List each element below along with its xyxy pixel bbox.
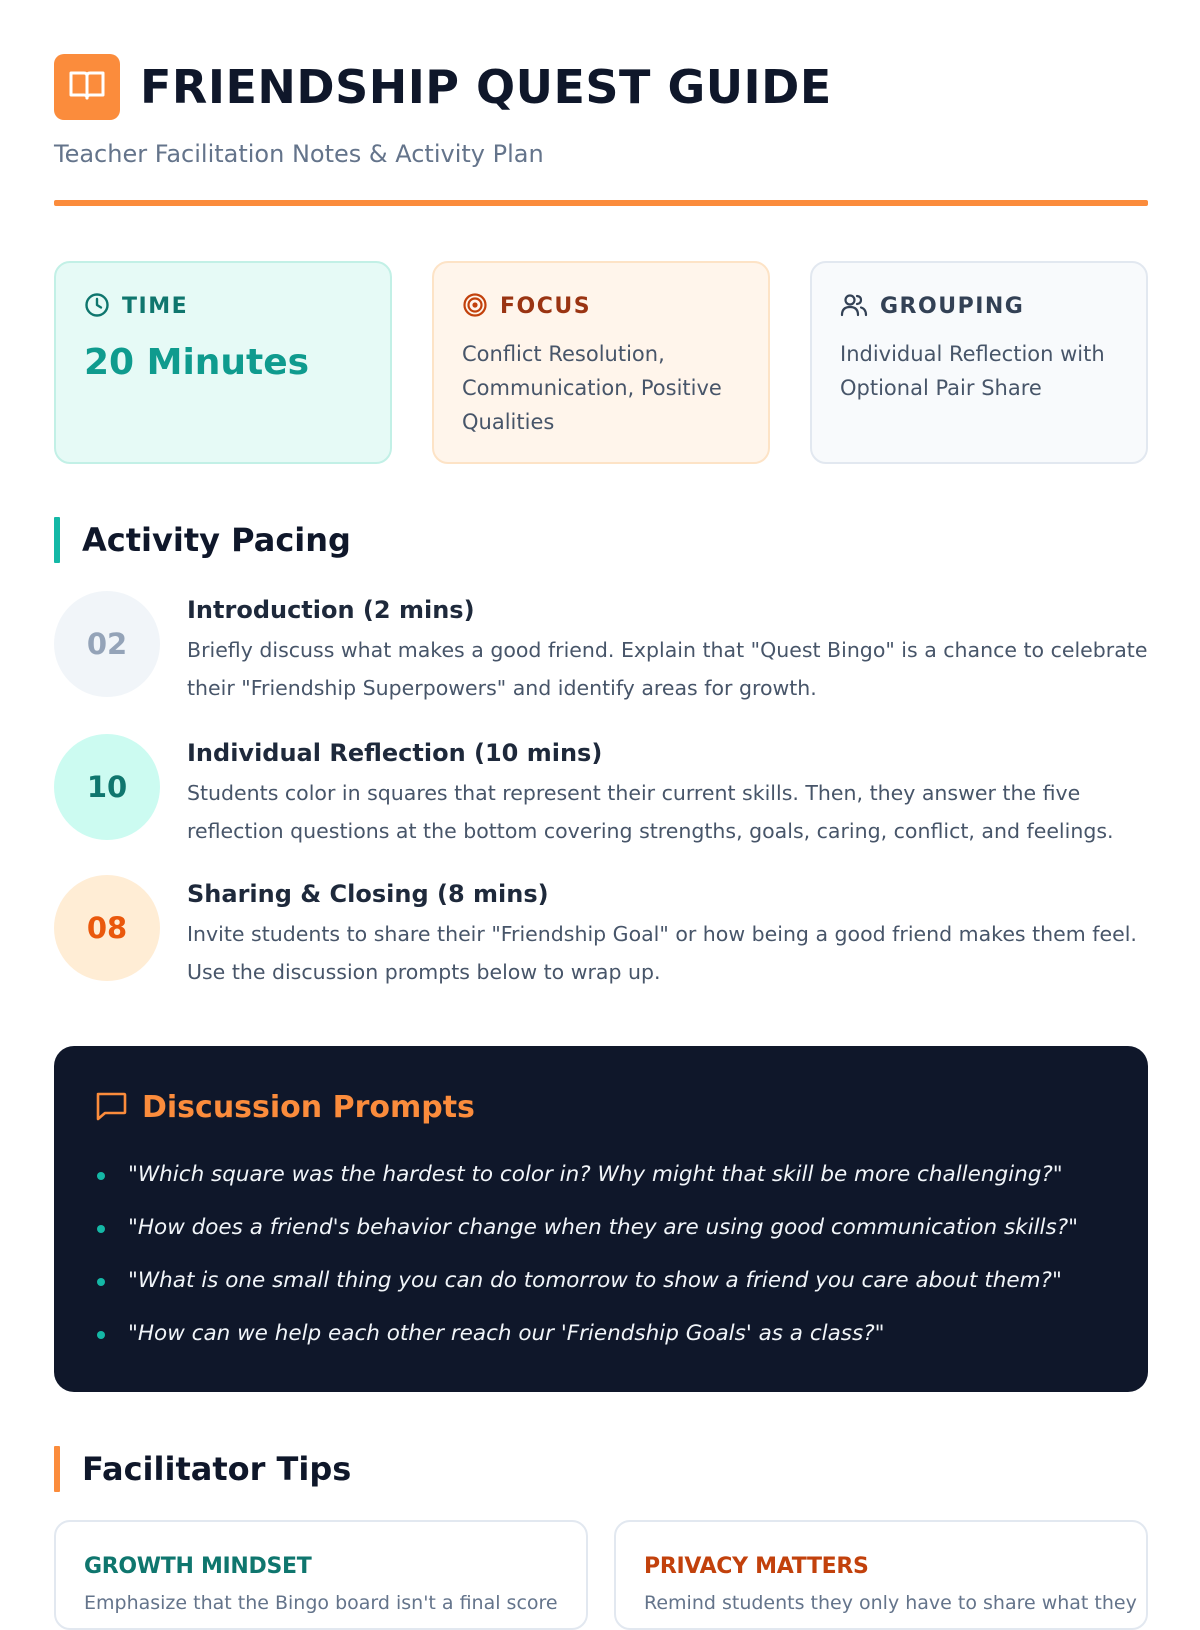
prompt-list bbox=[94, 1154, 1108, 1366]
tips-heading-bar bbox=[54, 1446, 60, 1492]
chat-bubble-icon bbox=[94, 1090, 142, 1126]
bullet-dot bbox=[97, 1172, 105, 1180]
tips-title: Facilitator Tips bbox=[82, 1450, 352, 1488]
list-item bbox=[94, 1313, 1108, 1366]
list-item bbox=[94, 1207, 1108, 1260]
prompt-text: "How does a friend's behavior change when they are using good communication skills?" bbox=[128, 1215, 1079, 1240]
tip-card-privacy-matters bbox=[614, 1520, 1148, 1630]
focus-label: FOCUS bbox=[500, 294, 592, 319]
pacing-item-title: Sharing & Closing (8 mins) bbox=[187, 880, 549, 908]
grouping-label: GROUPING bbox=[880, 294, 1025, 319]
pacing-heading bbox=[54, 517, 351, 563]
discussion-panel bbox=[54, 1046, 1148, 1392]
users-icon bbox=[840, 292, 880, 322]
pacing-badge: 02 bbox=[54, 591, 160, 697]
open-book-icon bbox=[68, 68, 106, 106]
tip-text: Emphasize that the Bingo board isn't a final score bbox=[84, 1592, 558, 1614]
tip-label: GROWTH MINDSET bbox=[84, 1554, 312, 1579]
time-label: TIME bbox=[122, 294, 189, 319]
prompt-text: "How can we help each other reach our 'Friendship Goals' as a class?" bbox=[128, 1321, 885, 1346]
pacing-item-description: Students color in squares that represent their current skills. Then, they answer the five reflection questions at the bottom covering strengths, goals, caring, conflict, and feelings. bbox=[187, 781, 1114, 843]
page-title: FRIENDSHIP QUEST GUIDE bbox=[140, 60, 832, 114]
pacing-item bbox=[54, 875, 1148, 995]
time-value: 20 Minutes bbox=[84, 342, 310, 383]
focus-card bbox=[432, 261, 770, 464]
prompt-text: "Which square was the hardest to color in? Why might that skill be more challenging?" bbox=[128, 1162, 1063, 1187]
pacing-item-description: Invite students to share their "Friendship Goal" or how being a good friend makes them feel. Use the discussion prompts below to wrap up. bbox=[187, 922, 1137, 984]
list-item bbox=[94, 1260, 1108, 1313]
tip-label: PRIVACY MATTERS bbox=[644, 1554, 869, 1579]
header bbox=[54, 54, 1148, 206]
tip-card-growth-mindset bbox=[54, 1520, 588, 1630]
pacing-item bbox=[54, 591, 1148, 711]
discussion-title: Discussion Prompts bbox=[142, 1090, 475, 1125]
target-icon bbox=[462, 292, 500, 322]
pacing-item-title: Introduction (2 mins) bbox=[187, 596, 475, 624]
pacing-item-description: Briefly discuss what makes a good friend. Explain that "Quest Bingo" is a chance to celebrate their "Friendship Superpowers" and identify areas for growth. bbox=[187, 638, 1148, 700]
pacing-title: Activity Pacing bbox=[82, 521, 351, 559]
pacing-badge: 10 bbox=[54, 734, 160, 840]
time-card bbox=[54, 261, 392, 464]
header-divider bbox=[54, 200, 1148, 206]
prompt-text: "What is one small thing you can do tomorrow to show a friend you care about them?" bbox=[128, 1268, 1062, 1293]
bullet-dot bbox=[97, 1278, 105, 1286]
bullet-dot bbox=[97, 1225, 105, 1233]
pacing-item bbox=[54, 734, 1148, 854]
page-subtitle: Teacher Facilitation Notes & Activity Plan bbox=[54, 140, 544, 168]
pacing-heading-bar bbox=[54, 517, 60, 563]
tips-heading bbox=[54, 1446, 351, 1492]
info-cards bbox=[54, 261, 1148, 464]
grouping-text: Individual Reflection with Optional Pair Share bbox=[840, 342, 1105, 400]
bullet-dot bbox=[97, 1331, 105, 1339]
pacing-badge: 08 bbox=[54, 875, 160, 981]
guide-page bbox=[54, 0, 1148, 1614]
focus-text: Conflict Resolution, Communication, Positive Qualities bbox=[462, 342, 722, 434]
pacing-item-title: Individual Reflection (10 mins) bbox=[187, 739, 603, 767]
grouping-card bbox=[810, 261, 1148, 464]
clock-icon bbox=[84, 292, 122, 322]
tip-text: Remind students they only have to share what they bbox=[644, 1592, 1137, 1614]
list-item bbox=[94, 1154, 1108, 1207]
logo-badge bbox=[54, 54, 120, 120]
